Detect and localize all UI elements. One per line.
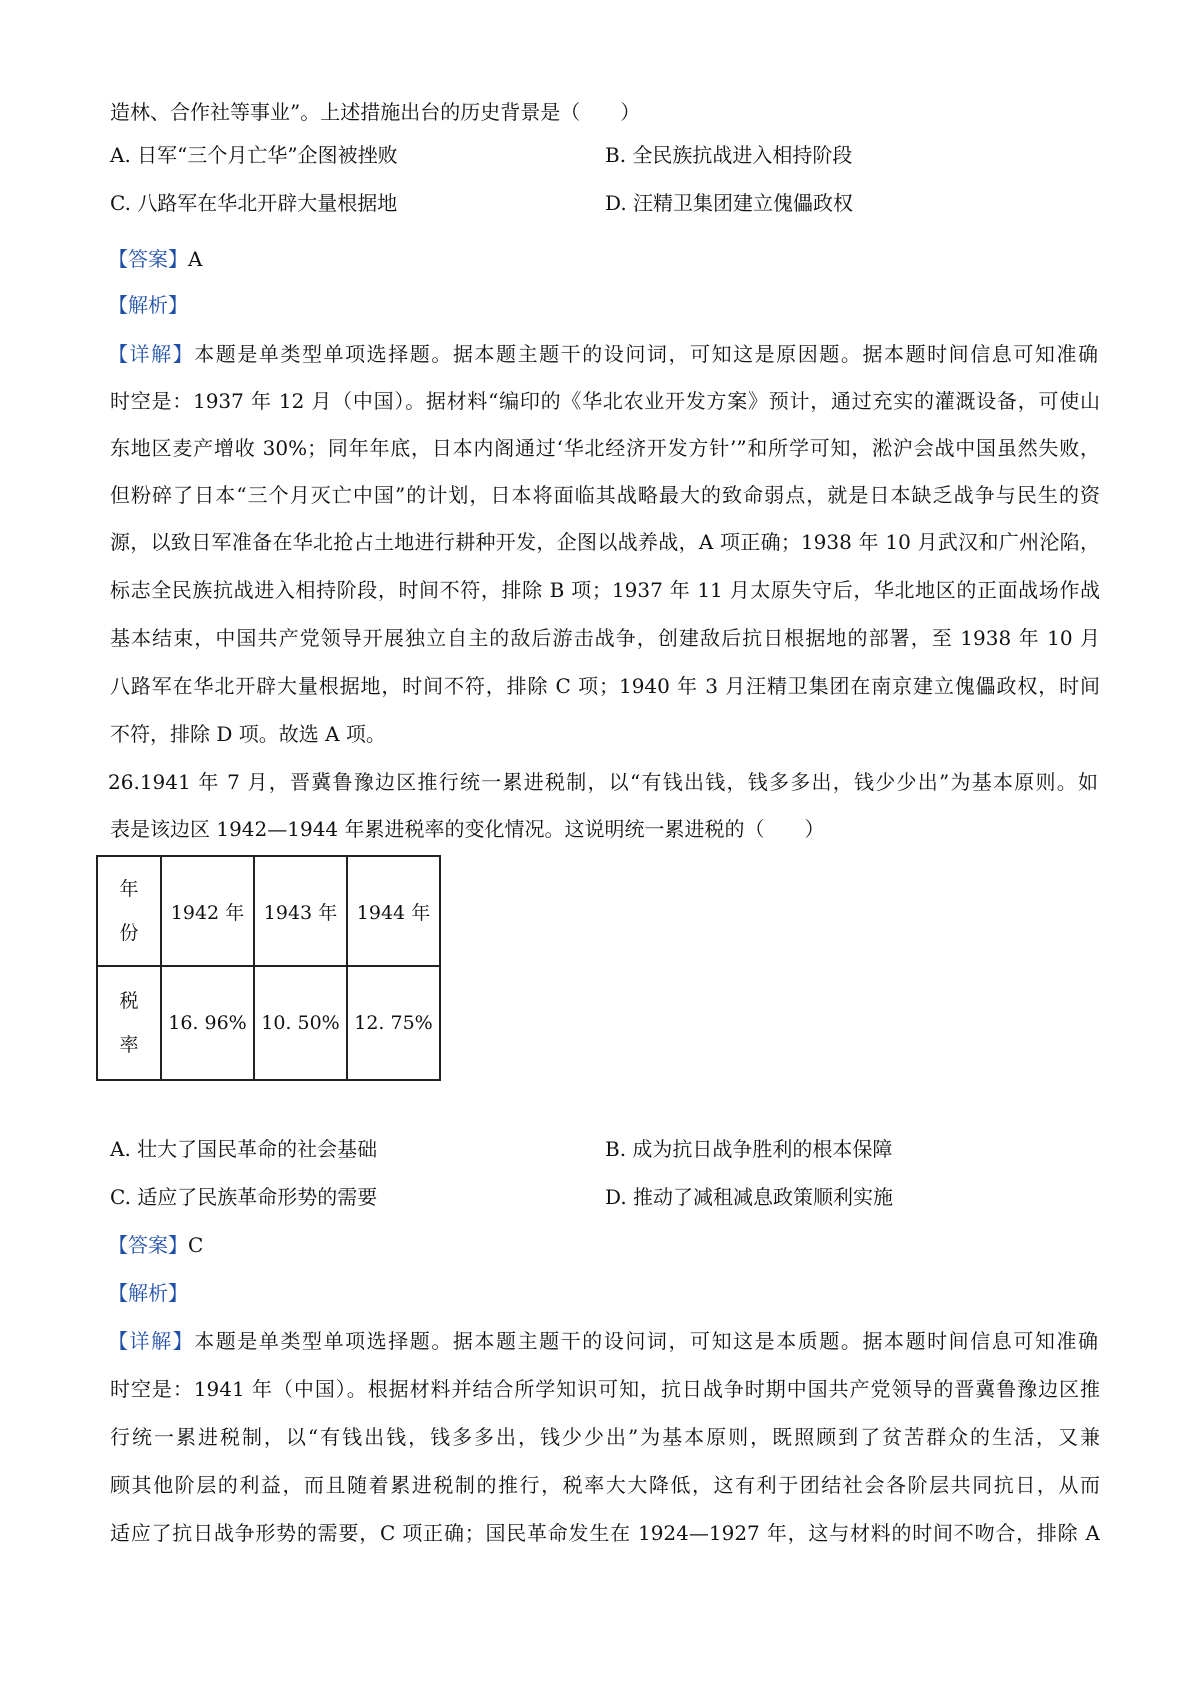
- table-cell: 10. 50%: [254, 966, 347, 1080]
- option-a[interactable]: [110, 141, 398, 169]
- detail-text: 本题是单类型单项选择题。据本题主题干的设问词，可知这是本质题。据本题时间信息可知准确: [194, 1329, 1098, 1353]
- detail-line: 但粉碎了日本“三个月灭亡中国”的计划，日本将面临其战略最大的致命弱点，就是日本缺乏战争与民生的资: [110, 483, 1100, 507]
- answer-line: [108, 1231, 203, 1259]
- detail-line: 基本结束，中国共产党领导开展独立自主的敌后游击战争，创建敌后抗日根据地的部署，至 1938 年 10 月: [110, 626, 1100, 650]
- option-letter: D.: [605, 191, 627, 215]
- tax-rate-table: [96, 855, 441, 1081]
- table-cell: 16. 96%: [161, 966, 254, 1080]
- option-letter: A.: [110, 143, 131, 167]
- detail-line: [108, 1327, 1098, 1355]
- option-text: 八路军在华北开辟大量根据地: [137, 191, 398, 215]
- option-c[interactable]: [110, 1183, 377, 1211]
- detail-line: 行统一累进税制，以“有钱出钱，钱多多出，钱少少出”为基本原则，既照顾到了贫苦群众的生活，又兼: [110, 1425, 1100, 1449]
- question-stem-text: 1941 年 7 月，晋冀鲁豫边区推行统一累进税制，以“有钱出钱，钱多多出，钱少少出”为基本原则。如: [139, 770, 1098, 794]
- analysis-label: [108, 1279, 188, 1307]
- detail-line: [108, 340, 1098, 368]
- detail-line: 适应了抗日战争形势的需要，C 项正确；国民革命发生在 1924—1927 年，这与材料的时间不吻合，排除 A: [110, 1521, 1100, 1545]
- answer-value: A: [188, 247, 203, 271]
- table-row: [97, 966, 440, 1080]
- table-cell: 1942 年: [161, 856, 254, 966]
- option-text: 日军“三个月亡华”企图被挫败: [137, 143, 398, 167]
- detail-label: 【详解】: [108, 1329, 195, 1353]
- option-letter: C.: [110, 191, 131, 215]
- option-letter: D.: [605, 1185, 627, 1209]
- option-d[interactable]: [605, 189, 853, 217]
- option-text: 汪精卫集团建立傀儡政权: [633, 191, 854, 215]
- analysis-label: [108, 291, 188, 319]
- option-letter: A.: [110, 1137, 131, 1161]
- option-text: 壮大了国民革命的社会基础: [137, 1137, 378, 1161]
- table-cell: 12. 75%: [347, 966, 440, 1080]
- question-number: 26.: [108, 770, 140, 794]
- option-letter: B.: [605, 1137, 627, 1161]
- option-text: 成为抗日战争胜利的根本保障: [632, 1137, 893, 1161]
- table-cell: 1943 年: [254, 856, 347, 966]
- question-26-stem: [108, 768, 1098, 796]
- detail-line: 东地区麦产增收 30%；同年年底，日本内阁通过‘华北经济开发方针’”和所学可知，淞沪会战中国虽然失败，: [110, 436, 1100, 460]
- option-b[interactable]: [605, 141, 852, 169]
- detail-line: 时空是：1941 年（中国）。根据材料并结合所学知识可知，抗日战争时期中国共产党领导的晋冀鲁豫边区推: [110, 1377, 1100, 1401]
- answer-label: 【答案】: [108, 1233, 188, 1257]
- option-d[interactable]: [605, 1183, 893, 1211]
- table-row: [97, 856, 440, 966]
- answer-value: C: [188, 1233, 204, 1257]
- option-text: 全民族抗战进入相持阶段: [632, 143, 853, 167]
- detail-line: 源，以致日军准备在华北抢占土地进行耕种开发，企图以战养战，A 项正确；1938 年 10 月武汉和广州沦陷，: [110, 530, 1100, 554]
- question-26-stem: 表是该边区 1942—1944 年累进税率的变化情况。这说明统一累进税的（ ）: [110, 817, 825, 841]
- option-letter: C.: [110, 1185, 131, 1209]
- detail-line: 标志全民族抗战进入相持阶段，时间不符，排除 B 项；1937 年 11 月太原失守后，华北地区的正面战场作战: [110, 578, 1100, 602]
- row-label-rate: 税率: [119, 990, 139, 1056]
- question-25-stem-end: 造林、合作社等事业”。上述措施出台的历史背景是（ ）: [110, 100, 641, 124]
- detail-line: 不符，排除 D 项。故选 A 项。: [110, 722, 386, 746]
- option-text: 推动了减租减息政策顺利实施: [633, 1185, 894, 1209]
- option-letter: B.: [605, 143, 627, 167]
- option-a[interactable]: [110, 1135, 377, 1163]
- option-c[interactable]: [110, 189, 397, 217]
- detail-line: 八路军在华北开辟大量根据地，时间不符，排除 C 项；1940 年 3 月汪精卫集团在南京建立傀儡政权，时间: [110, 674, 1100, 698]
- row-label-year: 年份: [119, 878, 139, 944]
- detail-label: 【详解】: [108, 342, 195, 366]
- answer-line: [108, 245, 202, 273]
- table-header-cell: [97, 856, 161, 966]
- analysis-label-text: 【解析】: [108, 293, 188, 317]
- option-b[interactable]: [605, 1135, 892, 1163]
- table-header-cell: [97, 966, 161, 1080]
- detail-line: 顾其他阶层的利益，而且随着累进税制的推行，税率大大降低，这有利于团结社会各阶层共同抗日，从而: [110, 1473, 1100, 1497]
- analysis-label-text: 【解析】: [108, 1281, 188, 1305]
- option-text: 适应了民族革命形势的需要: [137, 1185, 378, 1209]
- detail-line: 时空是：1937 年 12 月（中国）。据材料“编印的《华北农业开发方案》预计，通过充实的灌溉设备，可使山: [110, 389, 1100, 413]
- table-cell: 1944 年: [347, 856, 440, 966]
- detail-text: 本题是单类型单项选择题。据本题主题干的设问词，可知这是原因题。据本题时间信息可知准确: [194, 342, 1098, 366]
- answer-label: 【答案】: [108, 247, 188, 271]
